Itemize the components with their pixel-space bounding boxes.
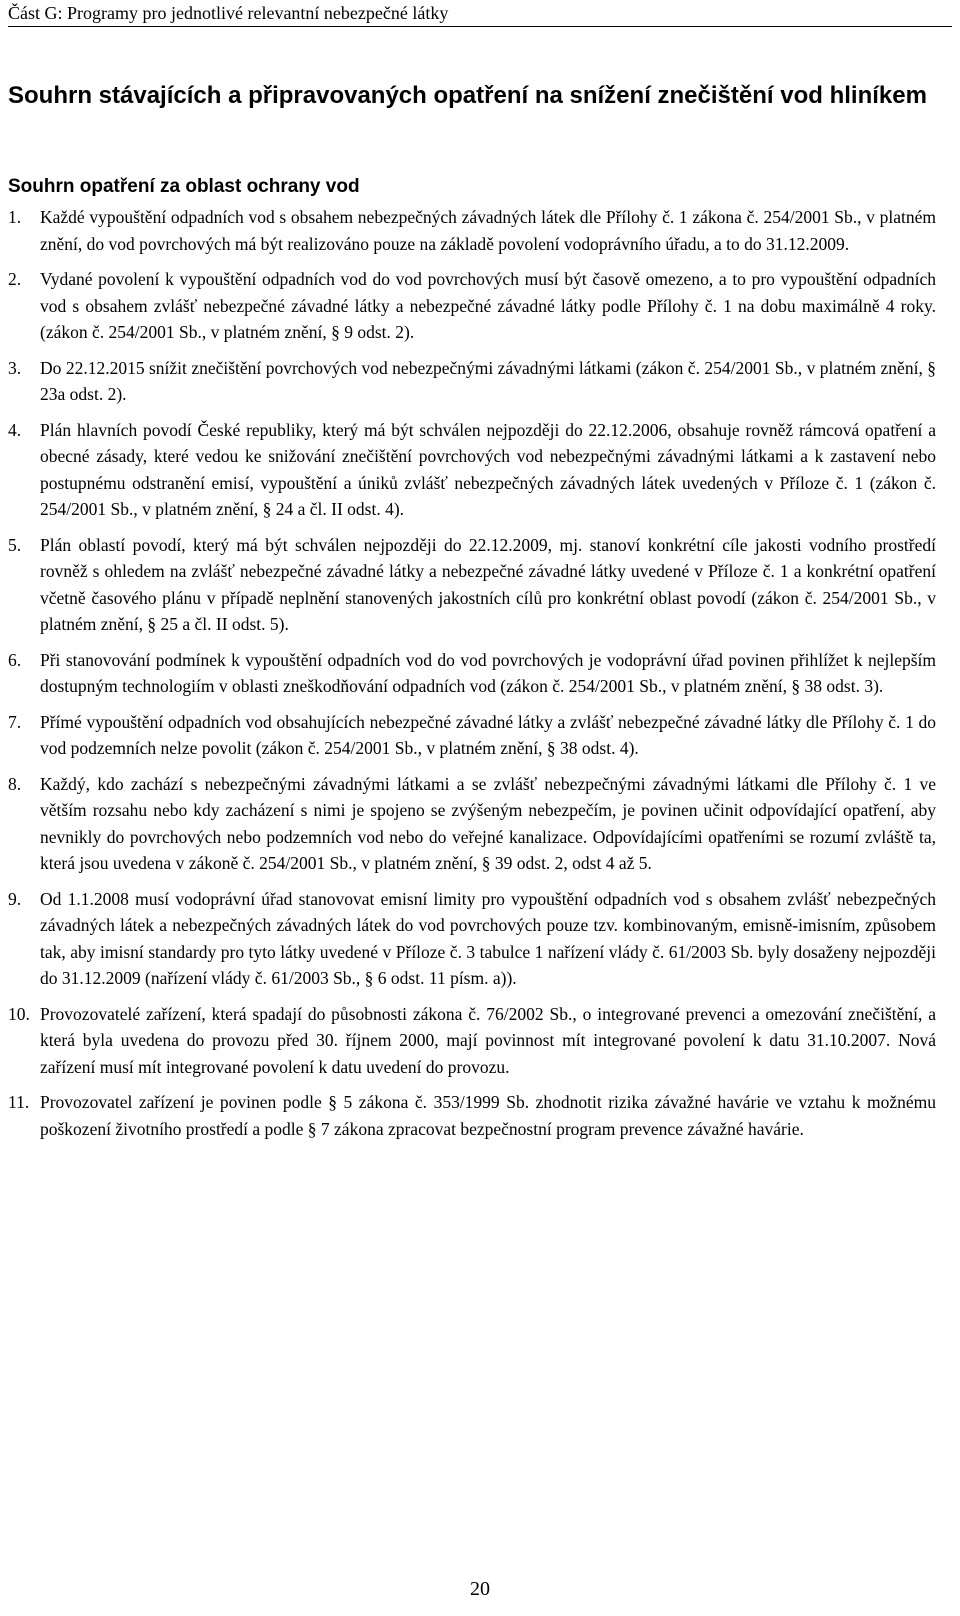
- list-item-text: Každý, kdo zachází s nebezpečnými závadnými látkami a se zvlášť nebezpečnými závadnými látkami dle Přílohy č. 1 ve větším rozsahu nebo kdy zacházení s nimi je spojeno se zvýšeným nebezpečím, je povinen učinit odpovídající opatření, aby nevnikly do povrchových nebo podzemních vod nebo do veřejné kanalizace. Odpovídajícími opatřeními se rozumí zvláště ta, která jsou uvedena v zákoně č. 254/2001 Sb., v platném znění, § 39 odst. 2, odst 4 až 5.: [40, 773, 936, 873]
- list-item: [0, 355, 960, 408]
- section-subtitle: Souhrn opatření za oblast ochrany vod: [8, 176, 360, 197]
- running-header: Část G: Programy pro jednotlivé relevantní nebezpečné látky: [8, 3, 449, 23]
- measures-list: [0, 204, 960, 1151]
- list-item: [0, 647, 960, 700]
- header-rule: [8, 26, 952, 27]
- list-item-number: 7.: [8, 711, 22, 732]
- list-item: [0, 417, 960, 523]
- list-item: [0, 886, 960, 992]
- list-item-number: 2.: [8, 269, 22, 289]
- list-item-text: Provozovatelé zařízení, která spadají do působnosti zákona č. 76/2002 Sb., o integrované prevenci a omezování znečištění, a která byla uvedena do provozu před 30. říjnem 2000, mají povinnost mít integrované povolení k datu 31.10.2007. Nová zařízení musí mít integrované povolení k datu uvedení do provozu.: [40, 1003, 936, 1077]
- list-item-text: Vydané povolení k vypouštění odpadních vod do vod povrchových musí být časově omezeno, a to pro vypouštění odpadních vod s obsahem zvlášť nebezpečné závadné látky a nebezpečné závadné látky podle Přílohy č. 1 na dobu maximálně 4 roky. (zákon č. 254/2001 Sb., v platném znění, § 9 odst. 2).: [40, 269, 936, 342]
- list-item-number: 1.: [8, 207, 22, 227]
- list-item-text: Plán hlavních povodí České republiky, který má být schválen nejpozději do 22.12.2006, obsahuje rovněž rámcová opatření a obecné zásady, které vedou ke snižování znečištění povrchových vod nebezpečnými závadnými látkami a k zastavení nebo postupnému odstranění emisí, vypouštění a úniků zvlášť nebezpečných závadných látek uvedených v Příloze č. 1 (zákon č. 254/2001 Sb., v platném znění, § 24 a čl. II odst. 4).: [40, 419, 936, 519]
- list-item-text: Do 22.12.2015 snížit znečištění povrchových vod nebezpečnými závadnými látkami (zákon č. 254/2001 Sb., v platném znění, § 23a odst. 2).: [40, 357, 936, 404]
- list-item: [0, 532, 960, 638]
- list-item-number: 6.: [8, 649, 22, 670]
- list-item: [0, 771, 960, 877]
- list-item-number: 11.: [8, 1092, 30, 1112]
- list-item-number: 4.: [8, 419, 22, 440]
- list-item: [0, 204, 960, 257]
- list-item-number: 9.: [8, 888, 22, 909]
- list-item-text: Při stanovování podmínek k vypouštění odpadních vod do vod povrchových je vodoprávní úřad povinen přihlížet k nejlepším dostupným technologiím v oblasti zneškodňování odpadních vod (zákon č. 254/2001 Sb., v platném znění, § 38 odst. 3).: [40, 649, 936, 696]
- list-item-number: 5.: [8, 534, 22, 555]
- list-item: [0, 266, 960, 346]
- list-item-number: 10.: [8, 1003, 30, 1024]
- list-item: [0, 1001, 960, 1081]
- document-title: Souhrn stávajících a připravovaných opatření na snížení znečištění vod hliníkem: [8, 82, 927, 109]
- list-item-text: Od 1.1.2008 musí vodoprávní úřad stanovovat emisní limity pro vypouštění odpadních vod s obsahem zvlášť nebezpečných závadných látek a nebezpečných závadných látek do vod povrchových pouze tzv. kombinovaným, emisně-imisním, způsobem tak, aby imisní standardy pro tyto látky uvedené v Příloze č. 3 tabulce 1 nařízení vlády č. 61/2003 Sb. byly dosaženy nejpozději do 31.12.2009 (nařízení vlády č. 61/2003 Sb., § 6 odst. 11 písm. a)).: [40, 888, 936, 988]
- list-item: [0, 709, 960, 762]
- list-item-text: Přímé vypouštění odpadních vod obsahujících nebezpečné závadné látky a zvlášť nebezpečné závadné látky dle Přílohy č. 1 do vod podzemních nelze povolit (zákon č. 254/2001 Sb., v platném znění, § 38 odst. 4).: [40, 711, 936, 758]
- list-item-text: Každé vypouštění odpadních vod s obsahem nebezpečných závadných látek dle Přílohy č. 1 zákona č. 254/2001 Sb., v platném znění, do vod povrchových má být realizováno pouze na základě povolení vodoprávního úřadu, a to do 31.12.2009.: [40, 207, 936, 254]
- list-item-text: Plán oblastí povodí, který má být schválen nejpozději do 22.12.2009, mj. stanoví konkrétní cíle jakosti vodního prostředí rovněž s ohledem na zvlášť nebezpečné závadné látky a nebezpečné závadné látky uvedené v Příloze č. 1 a konkrétní opatření včetně časového plánu v případě neplnění stanovených jakostních cílů pro konkrétní oblast povodí (zákon č. 254/2001 Sb., v platném znění, § 25 a čl. II odst. 5).: [40, 534, 936, 634]
- list-item-number: 8.: [8, 773, 22, 794]
- list-item-number: 3.: [8, 357, 22, 378]
- page-number: 20: [470, 1578, 490, 1600]
- list-item-text: Provozovatel zařízení je povinen podle § 5 zákona č. 353/1999 Sb. zhodnotit rizika závažné havárie ve vztahu k možnému poškození životního prostředí a podle § 7 zákona zpracovat bezpečnostní program prevence závažné havárie.: [40, 1092, 936, 1139]
- list-item: [0, 1089, 960, 1142]
